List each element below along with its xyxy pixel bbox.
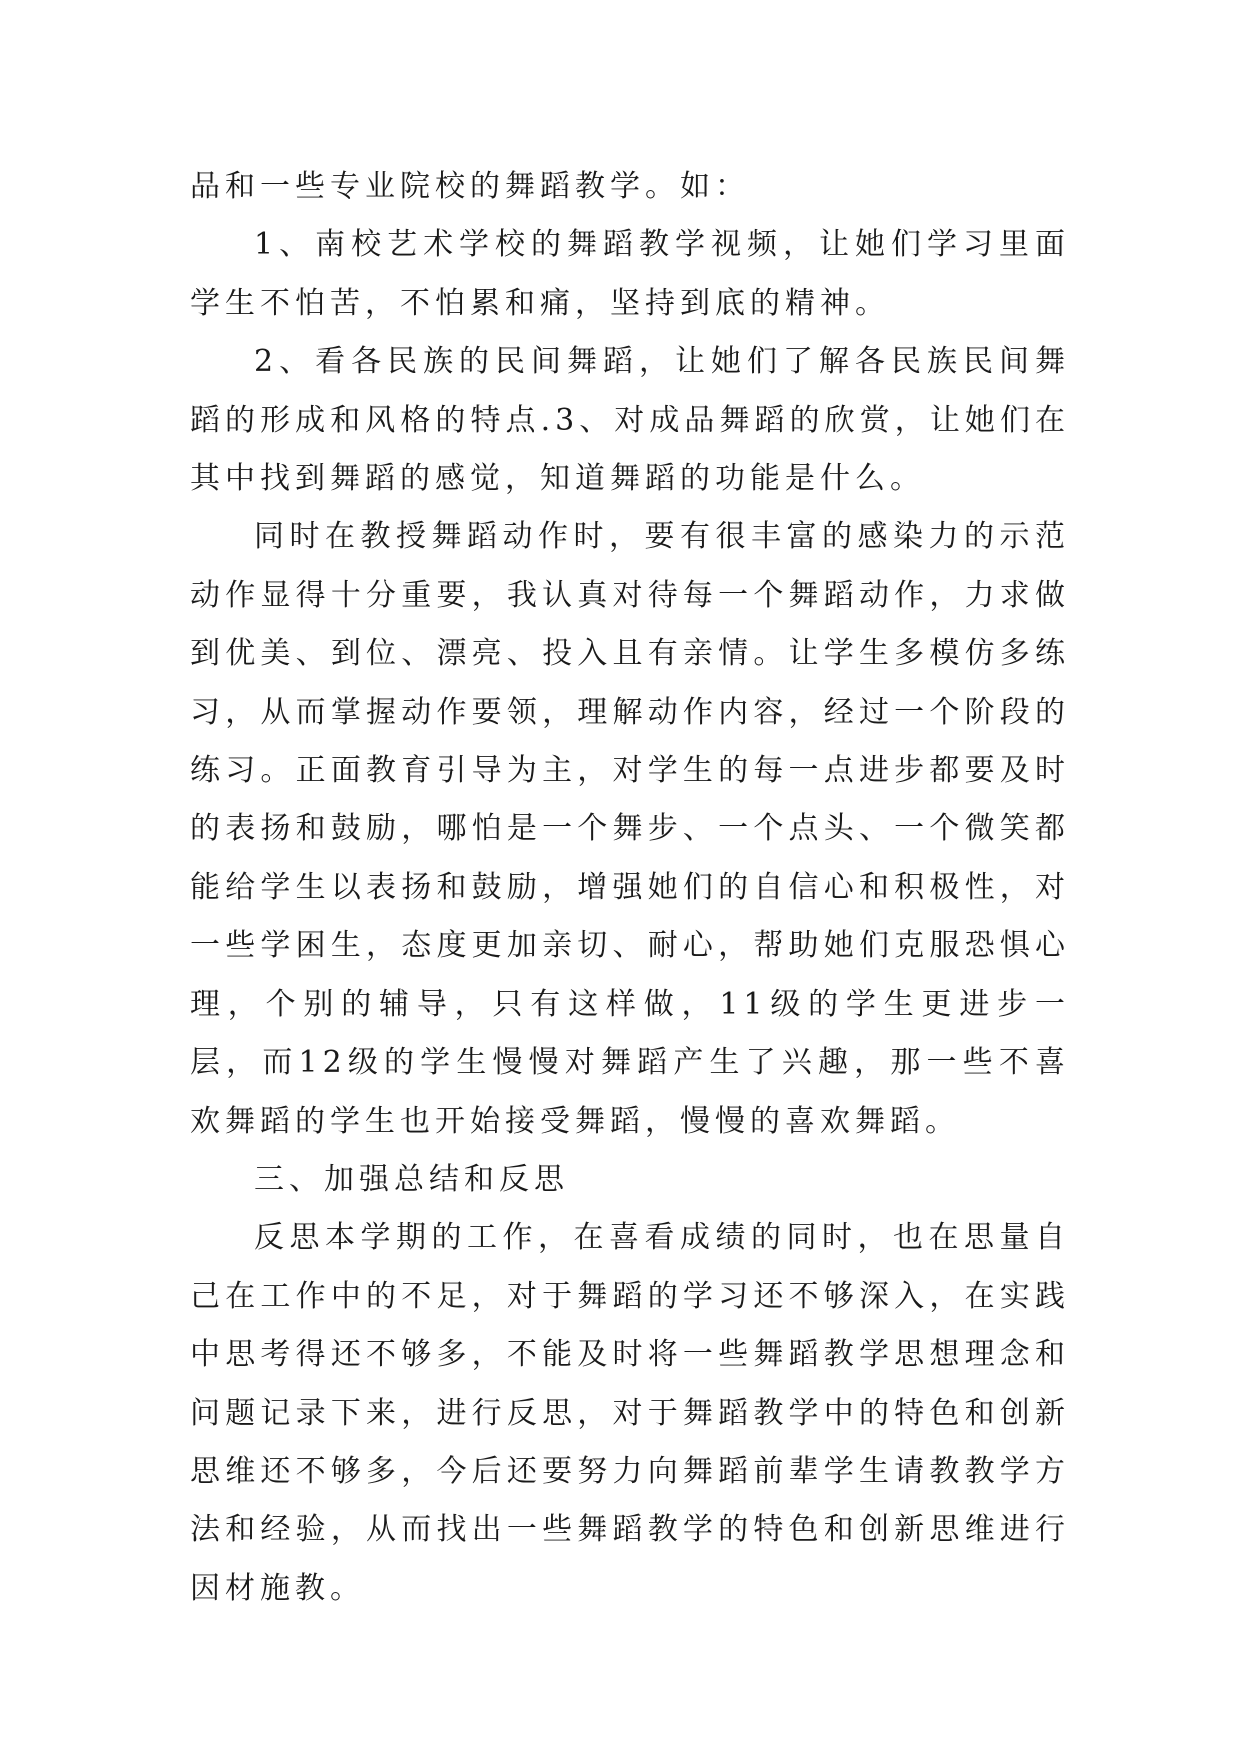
section-heading: 三、加强总结和反思: [254, 1161, 569, 1197]
paragraph-reflection: 反思本学期的工作，在喜看成绩的同时，也在思量自己在工作中的不足，对于舞蹈的学习还不够深入，在实践中思考得还不够多，不能及时将一些舞蹈教学思想理念和问题记录下来，进行反思，对于舞蹈教学中的特色和创新思维还不够多，今后还要努力向舞蹈前辈学生请教教学方法和经验，从而找出一些舞蹈教学的特色和创新思维进行因材施教。: [190, 1220, 1070, 1606]
document-body: [190, 158, 1070, 1618]
paragraph-teaching: 同时在教授舞蹈动作时，要有很丰富的感染力的示范动作显得十分重要，我认真对待每一个舞蹈动作，力求做到优美、到位、漂亮、投入且有亲情。让学生多模仿多练习，从而掌握动作要领，理解动作内容，经过一个阶段的练习。正面教育引导为主，对学生的每一点进步都要及时的表扬和鼓励，哪怕是一个舞步、一个点头、一个微笑都能给学生以表扬和鼓励，增强她们的自信心和积极性，对一些学困生，态度更加亲切、耐心，帮助她们克服恐惧心理，个别的辅导，只有这样做，11级的学生更进步一层，而12级的学生慢慢对舞蹈产生了兴趣，那一些不喜欢舞蹈的学生也开始接受舞蹈，慢慢的喜欢舞蹈。: [190, 519, 1070, 1139]
paragraph-item-2-3: 2、看各民族的民间舞蹈，让她们了解各民族民间舞蹈的形成和风格的特点.3、对成品舞蹈的欣赏，让她们在其中找到舞蹈的感觉，知道舞蹈的功能是什么。: [190, 344, 1070, 497]
paragraph-continuation: 品和一些专业院校的舞蹈教学。如：: [190, 169, 750, 204]
paragraph-item-1: 1、南校艺术学校的舞蹈教学视频，让她们学习里面学生不怕苦，不怕累和痛，坚持到底的精神。: [190, 227, 1070, 321]
